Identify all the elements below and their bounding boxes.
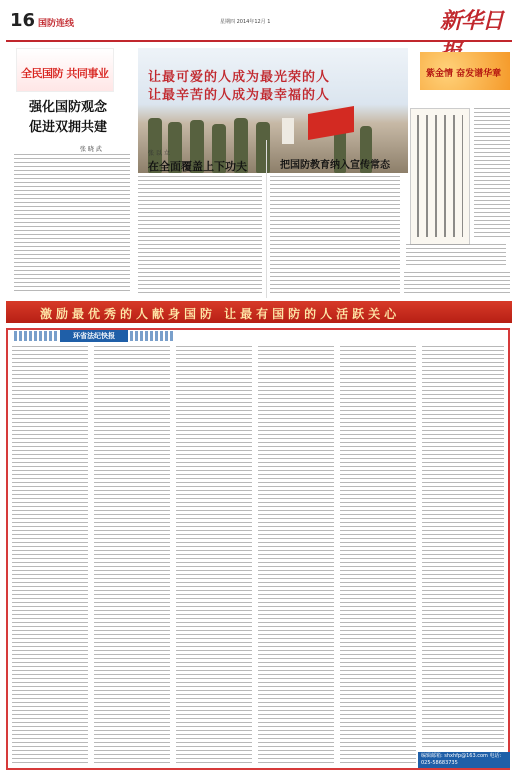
brief-column-3 bbox=[176, 346, 252, 764]
mid-article-1-body bbox=[138, 176, 262, 294]
section-title: 国防连线 bbox=[38, 19, 75, 29]
right-column-text bbox=[474, 108, 510, 238]
left-headline-line1: 强化国防观念 bbox=[28, 100, 107, 115]
right-logo-text: 紫金情 奋发谱华章 bbox=[426, 69, 502, 79]
brief-column-5 bbox=[340, 346, 416, 764]
left-column-logo bbox=[16, 48, 114, 92]
brief-column-2 bbox=[94, 346, 170, 764]
editor-contact: 编辑邮箱: shxhfp@163.com 电话: 025-58683735 bbox=[418, 752, 510, 768]
left-article-headline bbox=[18, 98, 118, 138]
page-date: 星期四 2014年12月 1 bbox=[220, 19, 271, 25]
slogan-banner bbox=[6, 301, 512, 323]
left-logo-text: 全民国防 共同事业 bbox=[21, 67, 109, 80]
left-article-author: 张 晓 武 bbox=[80, 146, 102, 153]
monument-shape bbox=[282, 118, 294, 144]
header-rule bbox=[6, 40, 512, 42]
brief-column-6 bbox=[422, 346, 504, 748]
right-column-logo bbox=[420, 52, 510, 90]
column-divider bbox=[266, 140, 267, 298]
banner-line-1: 让最可爱的人成为最光荣的人 bbox=[148, 70, 331, 85]
brief-column-4 bbox=[258, 346, 334, 764]
right-column-footnote bbox=[404, 272, 510, 296]
banner-line-2: 让最辛苦的人成为最幸福的人 bbox=[148, 88, 331, 103]
left-article-body bbox=[14, 154, 130, 294]
brief-column-1 bbox=[12, 346, 88, 764]
title-ornament-left bbox=[14, 331, 58, 341]
calligraphy-caption bbox=[406, 244, 506, 268]
soldier-figure bbox=[256, 122, 270, 173]
page-number: 16 bbox=[10, 10, 36, 31]
mid-article-1-author: 张 以 立 bbox=[148, 150, 170, 157]
title-ornament-right bbox=[130, 331, 174, 341]
calligraphy-strokes bbox=[417, 115, 463, 237]
mid-article-1-headline: 在全面覆盖上下功夫 bbox=[148, 160, 247, 173]
slogan-text: 激励最优秀的人献身国防 让最有国防的人活跃关心 bbox=[40, 307, 401, 321]
calligraphy-image bbox=[410, 108, 470, 245]
left-headline-line2: 促进双拥共建 bbox=[28, 120, 107, 135]
column-title: 环省法纪快报 bbox=[60, 330, 128, 342]
newspaper-logo: 新华日 bbox=[440, 8, 504, 34]
mid-article-2-headline: 把国防教育纳入宣传常态 bbox=[280, 160, 390, 171]
mid-article-2-body bbox=[270, 176, 400, 294]
